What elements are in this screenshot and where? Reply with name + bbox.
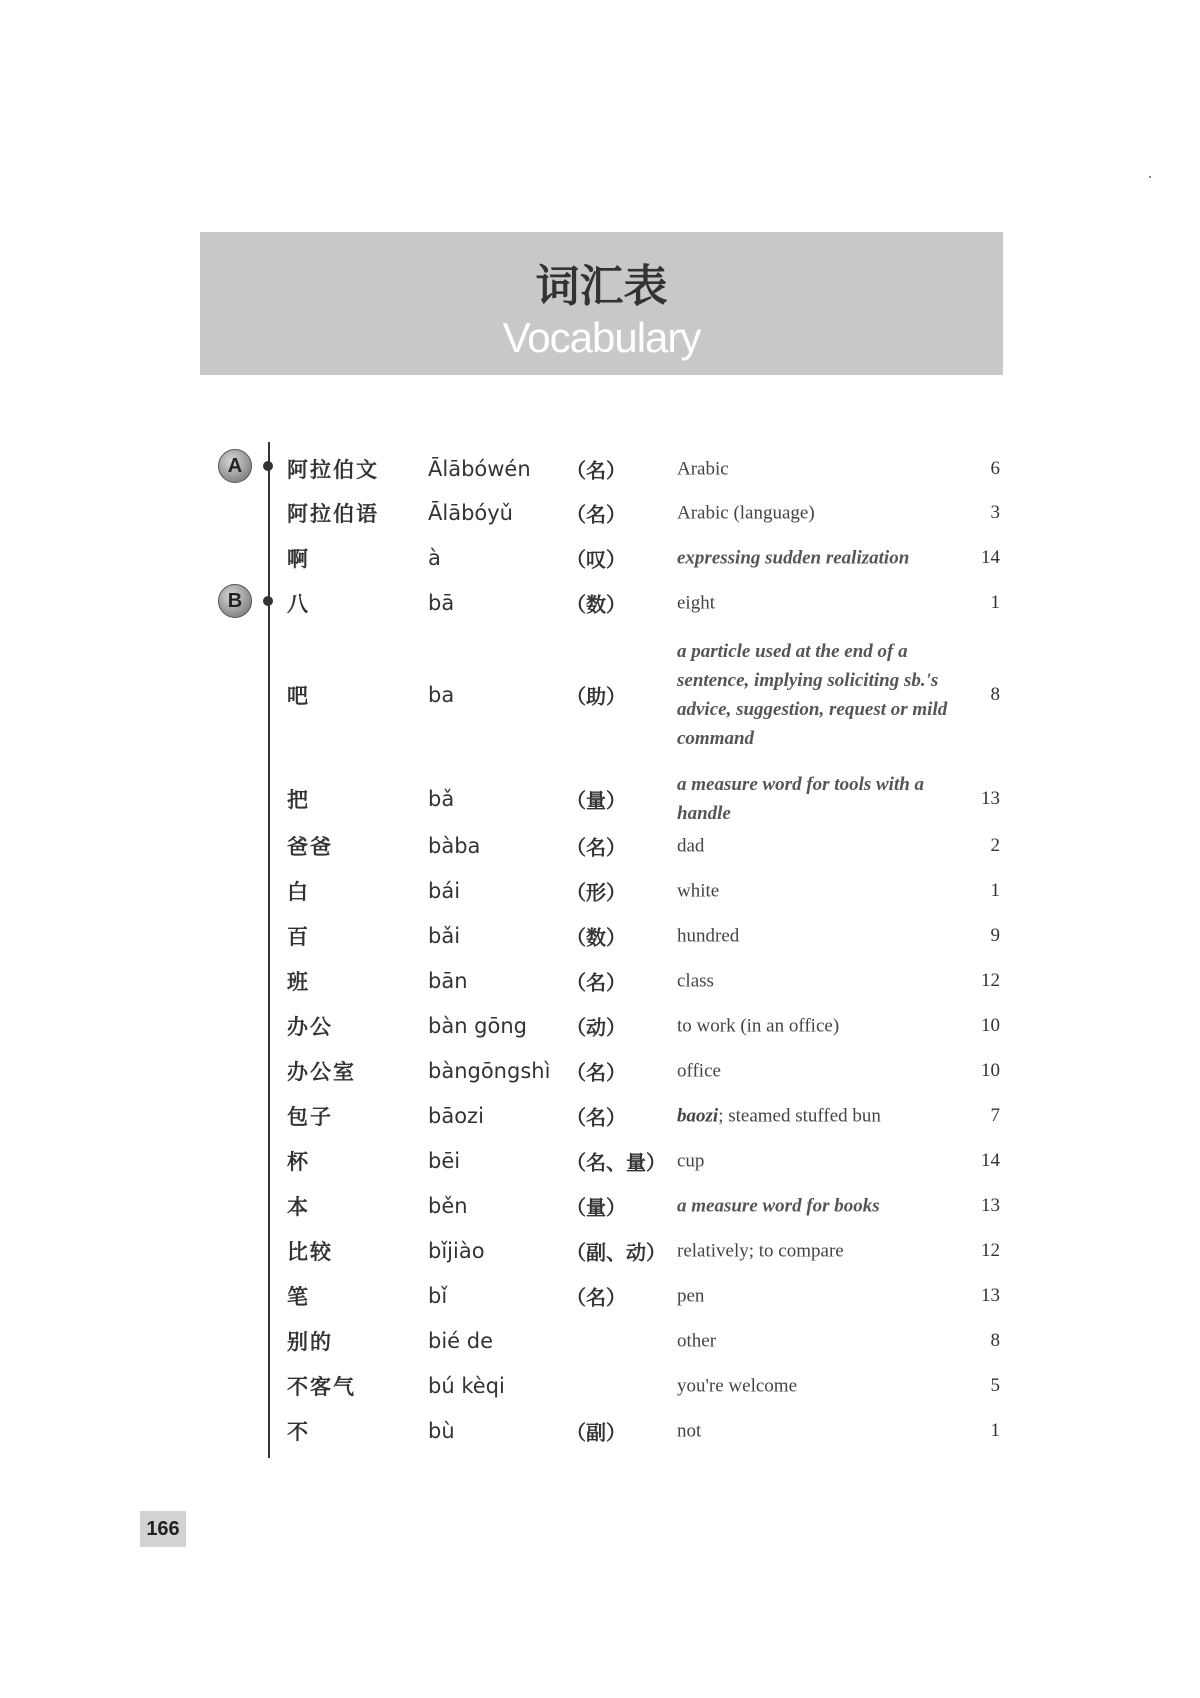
vocab-hanzi: 办公室 [287,1059,356,1084]
vocab-lesson-number: 9 [990,925,1000,946]
vocab-part-of-speech: （名） [566,835,626,860]
vocab-hanzi: 班 [287,969,310,994]
vocab-row [0,581,1200,625]
vocab-part-of-speech: （助） [566,684,626,709]
vocab-pinyin: bú kèqi [428,1374,505,1398]
vocab-row [0,491,1200,535]
vocab-pinyin: Ālābóyǔ [428,501,513,525]
vocab-row [0,1004,1200,1048]
vocab-definition: other [677,1330,717,1352]
vocab-part-of-speech: （名、量） [566,1150,666,1175]
vocab-lesson-number: 1 [990,592,1000,613]
vocab-lesson-number: 3 [990,502,1000,523]
vocab-part-of-speech: （量） [566,1195,626,1220]
vocab-definition: hundred [677,925,740,947]
vocab-row [0,768,1200,830]
vocab-definition: Arabic (language) [677,502,815,524]
vocab-row [0,1049,1200,1093]
section-badge-a: A [218,449,252,483]
vocab-part-of-speech: （形） [566,880,626,905]
vocab-lesson-number: 1 [990,1420,1000,1441]
vocab-row [0,447,1200,491]
vocab-pinyin: ba [428,683,455,707]
vocab-row [0,1184,1200,1228]
vocab-hanzi: 百 [287,924,310,949]
vocab-lesson-number: 12 [981,970,1000,991]
vocab-definition: cup [677,1150,705,1172]
vocab-definition: to work (in an office) [677,1015,840,1037]
vocab-row [0,1319,1200,1363]
vocab-definition: you're welcome [677,1375,798,1397]
vocab-hanzi: 不 [287,1419,310,1444]
vocab-hanzi: 啊 [287,546,310,571]
vocab-pinyin: bǐjiào [428,1239,485,1263]
vocab-part-of-speech: （名） [566,502,626,527]
vocab-pinyin: bǎ [428,787,455,811]
vocab-row [0,1229,1200,1273]
vocab-part-of-speech: （数） [566,925,626,950]
vocab-part-of-speech: （名） [566,1285,626,1310]
vocab-definition: relatively; to compare [677,1240,844,1262]
vocab-part-of-speech: （名） [566,1060,626,1085]
vocab-pinyin: bān [428,969,468,993]
vocab-hanzi: 阿拉伯语 [287,501,379,526]
vocab-definition [677,1102,952,1131]
vocab-hanzi: 八 [287,591,310,616]
vocab-part-of-speech: （量） [566,788,626,813]
vocab-hanzi: 比较 [287,1239,333,1264]
vocab-lesson-number: 8 [990,684,1000,705]
vocab-pinyin: bǎi [428,924,461,948]
vocab-part-of-speech: （副） [566,1420,626,1445]
vocab-definition-italic: baozi [677,1105,719,1127]
vocab-pinyin: à [428,546,441,570]
vocab-row [0,1274,1200,1318]
section-badge-b: B [218,584,252,618]
vocab-part-of-speech: （叹） [566,547,626,572]
vocab-hanzi: 别的 [287,1329,333,1354]
vocab-hanzi: 把 [287,787,310,812]
vocab-lesson-number: 6 [990,458,1000,479]
vocab-hanzi: 阿拉伯文 [287,457,379,482]
vocab-pinyin: bǐ [428,1284,448,1308]
vocab-pinyin: bā [428,591,455,615]
vocab-lesson-number: 10 [981,1060,1000,1081]
vocab-lesson-number: 8 [990,1330,1000,1351]
title-banner [200,232,1003,375]
vocab-hanzi: 办公 [287,1014,333,1039]
vocab-row [0,1139,1200,1183]
vocab-definition-rest: ; steamed stuffed bun [718,1105,881,1127]
vocab-definition: a measure word for books [677,1195,880,1217]
vocab-pinyin: bàba [428,834,481,858]
vocab-part-of-speech: （副、动） [566,1240,666,1265]
vocab-row [0,869,1200,913]
vocab-pinyin: bàngōngshì [428,1059,551,1083]
vocab-row [0,1094,1200,1138]
vocab-definition: white [677,880,720,902]
vocab-part-of-speech: （名） [566,458,626,483]
vocab-pinyin: bái [428,879,461,903]
vocab-hanzi: 杯 [287,1149,310,1174]
vocab-lesson-number: 2 [990,835,1000,856]
vocab-pinyin: bàn gōng [428,1014,528,1038]
vocab-definition: pen [677,1285,705,1307]
vocab-row [0,625,1200,765]
vocab-lesson-number: 13 [981,1285,1000,1306]
vocab-hanzi: 不客气 [287,1374,356,1399]
vocab-lesson-number: 1 [990,880,1000,901]
vocab-lesson-number: 14 [981,1150,1000,1171]
page-title-english: Vocabulary [502,314,701,361]
vocab-row [0,959,1200,1003]
vocab-lesson-number: 7 [990,1105,1000,1126]
vocab-hanzi: 爸爸 [287,834,333,859]
vocab-hanzi: 吧 [287,683,310,708]
vocab-pinyin: bēi [428,1149,461,1173]
vocab-definition: expressing sudden realization [677,547,910,569]
vocab-lesson-number: 10 [981,1015,1000,1036]
vocab-pinyin: bù [428,1419,455,1443]
vocab-lesson-number: 13 [981,788,1000,809]
vocab-definition: eight [677,592,715,614]
vocab-row [0,914,1200,958]
page-number: 166 [140,1511,186,1547]
vocab-hanzi: 白 [287,879,310,904]
vocab-definition: a particle used at the end of a sentence, implying soliciting sb.'s advice, suggestion, request or mild command [677,641,948,749]
vocab-pinyin: běn [428,1194,468,1218]
vocab-lesson-number: 14 [981,547,1000,568]
vocab-definition: office [677,1060,721,1082]
vocab-row [0,1409,1200,1453]
vocab-hanzi: 本 [287,1194,310,1219]
vocab-hanzi: 包子 [287,1104,333,1129]
vocab-part-of-speech: （数） [566,592,626,617]
vocab-definition: Arabic [677,458,729,480]
page-title-chinese: 词汇表 [535,261,668,312]
vocab-definition: dad [677,835,705,857]
vocab-row [0,1364,1200,1408]
vocab-definition: not [677,1420,702,1442]
vocab-lesson-number: 12 [981,1240,1000,1261]
vocab-row [0,536,1200,580]
vocab-pinyin: Ālābówén [428,457,531,481]
stray-mark [1149,176,1151,178]
vocab-part-of-speech: （动） [566,1015,626,1040]
vocab-pinyin: bié de [428,1329,494,1353]
vocab-pinyin: bāozi [428,1104,484,1128]
vocab-part-of-speech: （名） [566,970,626,995]
vocab-row [0,824,1200,868]
vocab-definition: class [677,970,714,992]
vocab-definition: a measure word for tools with a handle [677,774,925,824]
vocab-lesson-number: 5 [990,1375,1000,1396]
vocab-lesson-number: 13 [981,1195,1000,1216]
vocab-part-of-speech: （名） [566,1105,626,1130]
vocab-hanzi: 笔 [287,1284,310,1309]
